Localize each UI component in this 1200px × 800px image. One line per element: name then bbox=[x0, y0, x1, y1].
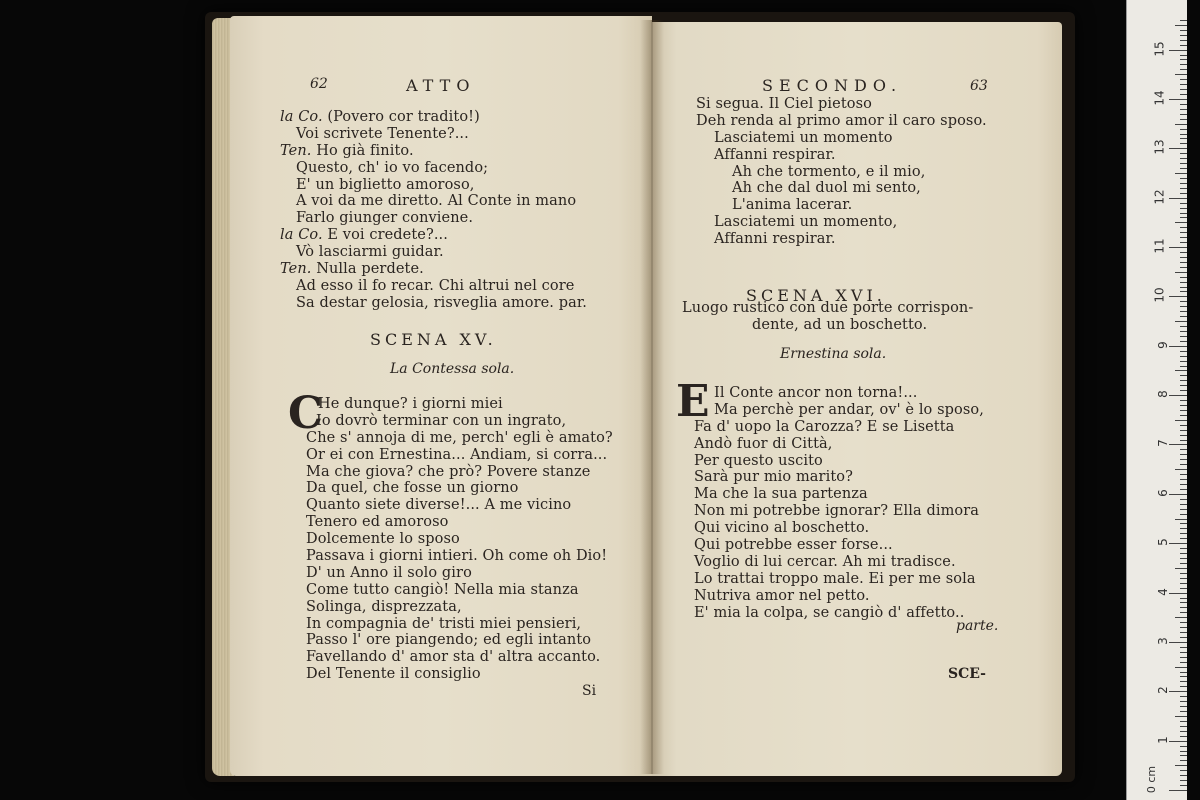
verse-line: Come tutto cangiò! Nella mia stanza bbox=[306, 581, 579, 598]
verse-line: Solinga, disprezzata, bbox=[306, 598, 462, 615]
right-running-head: SECONDO. bbox=[762, 76, 903, 95]
ruler-tick bbox=[1180, 775, 1187, 776]
ruler-tick bbox=[1180, 553, 1187, 554]
dialogue-text: E' un biglietto amoroso, bbox=[296, 176, 475, 193]
ruler-tick bbox=[1180, 578, 1187, 579]
ruler-tick bbox=[1180, 474, 1187, 475]
verse-line: Passo l' ore piangendo; ed egli intanto bbox=[306, 632, 592, 649]
ruler-tick bbox=[1180, 558, 1187, 559]
ruler-tick bbox=[1180, 242, 1187, 243]
ruler-tick bbox=[1180, 311, 1187, 312]
ruler-tick bbox=[1180, 780, 1187, 781]
ruler-tick bbox=[1180, 721, 1187, 722]
ruler-tick bbox=[1169, 790, 1187, 791]
ruler-tick bbox=[1175, 272, 1187, 273]
ruler-number: 2 bbox=[1156, 686, 1171, 695]
ruler-tick bbox=[1180, 69, 1187, 70]
dialogue-line bbox=[280, 143, 587, 160]
ruler-tick bbox=[1180, 64, 1187, 65]
ruler-tick bbox=[1180, 598, 1187, 599]
ruler-tick bbox=[1169, 346, 1187, 347]
ruler-tick bbox=[1180, 514, 1187, 515]
left-running-head: ATTO bbox=[406, 76, 476, 95]
left-page-number: 62 bbox=[310, 76, 328, 92]
ruler-tick bbox=[1180, 59, 1187, 60]
left-catchword: Si bbox=[582, 683, 597, 699]
ruler-tick bbox=[1180, 163, 1187, 164]
verse-line: Voglio di lui cercar. Ah mi tradisce. bbox=[694, 553, 956, 570]
ruler-tick bbox=[1180, 267, 1187, 268]
ruler-tick bbox=[1180, 89, 1187, 90]
ruler-tick bbox=[1180, 301, 1187, 302]
ruler-unit-label: 0 cm bbox=[1144, 765, 1158, 794]
speaker-label: la Co. bbox=[280, 109, 323, 125]
ruler-tick bbox=[1180, 632, 1187, 633]
ruler-tick bbox=[1180, 40, 1187, 41]
ruler-tick bbox=[1180, 183, 1187, 184]
verse-line: Ma che la sua partenza bbox=[694, 486, 868, 503]
verse-line: Dolcemente lo sposo bbox=[306, 531, 460, 548]
ruler-tick bbox=[1175, 124, 1187, 125]
ruler-tick bbox=[1180, 380, 1187, 381]
right-exit: parte. bbox=[956, 618, 999, 634]
ruler-tick bbox=[1180, 588, 1187, 589]
ruler-number: 12 bbox=[1152, 189, 1167, 205]
left-page bbox=[230, 16, 652, 776]
ruler-tick bbox=[1169, 296, 1187, 297]
dialogue-line bbox=[280, 160, 587, 177]
ruler-tick bbox=[1180, 217, 1187, 218]
dialogue-text: Nulla perdete. bbox=[316, 261, 424, 278]
ruler-tick bbox=[1180, 356, 1187, 357]
ruler-tick bbox=[1180, 548, 1187, 549]
right-scene-title: SCENA XVI. bbox=[746, 286, 886, 305]
left-drop-cap: C bbox=[288, 388, 324, 439]
ruler-tick bbox=[1180, 459, 1187, 460]
ruler-tick bbox=[1175, 25, 1187, 26]
ruler-tick bbox=[1180, 79, 1187, 80]
verse-line: Tenero ed amoroso bbox=[306, 514, 449, 531]
verse-line: L'anima lacerar. bbox=[732, 197, 853, 214]
ruler-tick bbox=[1180, 306, 1187, 307]
ruler-tick bbox=[1175, 568, 1187, 569]
ruler-tick bbox=[1180, 262, 1187, 263]
verse-line: Deh renda al primo amor il caro sposo. bbox=[696, 112, 987, 129]
dialogue-line bbox=[280, 244, 587, 261]
ruler-tick bbox=[1180, 676, 1187, 677]
ruler-tick bbox=[1180, 736, 1187, 737]
ruler-tick bbox=[1180, 282, 1187, 283]
verse-line: Qui vicino al boschetto. bbox=[694, 520, 870, 537]
ruler-tick bbox=[1169, 741, 1187, 742]
dialogue-text: Farlo giunger conviene. bbox=[296, 210, 474, 227]
ruler-tick bbox=[1180, 504, 1187, 505]
ruler-number: 13 bbox=[1152, 139, 1167, 155]
ruler-tick bbox=[1175, 173, 1187, 174]
ruler-tick bbox=[1180, 84, 1187, 85]
ruler-tick bbox=[1180, 252, 1187, 253]
dialogue-line bbox=[280, 126, 587, 143]
dialogue-line bbox=[280, 295, 587, 312]
ruler-tick bbox=[1169, 593, 1187, 594]
dialogue-text: A voi da me diretto. Al Conte in mano bbox=[296, 193, 577, 210]
verse-line: Ah che dal duol mi sento, bbox=[732, 180, 921, 197]
ruler-tick bbox=[1180, 622, 1187, 623]
ruler-number: 15 bbox=[1152, 40, 1167, 57]
ruler-tick bbox=[1169, 543, 1187, 544]
ruler-tick bbox=[1180, 523, 1187, 524]
ruler-tick bbox=[1180, 489, 1187, 490]
ruler-tick bbox=[1180, 291, 1187, 292]
verse-line: Che s' annoja di me, perch' egli è amato? bbox=[306, 429, 613, 446]
ruler-tick bbox=[1180, 607, 1187, 608]
verse-line: Quanto siete diverse!... A me vicino bbox=[306, 497, 572, 514]
verse-line: D' un Anno il solo giro bbox=[306, 564, 472, 581]
ruler-tick bbox=[1180, 701, 1187, 702]
ruler-tick bbox=[1169, 494, 1187, 495]
ruler-tick bbox=[1169, 642, 1187, 643]
ruler-tick bbox=[1169, 148, 1187, 149]
ruler-number: 9 bbox=[1156, 340, 1171, 349]
verse-line: Andò fuor di Città, bbox=[694, 435, 833, 452]
ruler-tick bbox=[1180, 706, 1187, 707]
dialogue-text: Sa destar gelosia, risveglia amore. par. bbox=[296, 294, 587, 311]
ruler-tick bbox=[1180, 746, 1187, 747]
speaker-label: Ten. bbox=[280, 142, 312, 159]
ruler-tick bbox=[1180, 454, 1187, 455]
ruler-tick bbox=[1180, 331, 1187, 332]
ruler-tick bbox=[1180, 410, 1187, 411]
verse-line: Non mi potrebbe ignorar? Ella dimora bbox=[694, 503, 980, 520]
ruler-tick bbox=[1180, 533, 1187, 534]
ruler-number: 7 bbox=[1156, 439, 1171, 448]
ruler-tick bbox=[1180, 686, 1187, 687]
verse-line: Lasciatemi un momento, bbox=[714, 214, 898, 231]
ruler-tick bbox=[1180, 361, 1187, 362]
ruler-tick bbox=[1180, 770, 1187, 771]
dialogue-line bbox=[280, 227, 587, 244]
dialogue-line bbox=[280, 261, 587, 278]
dialogue-text: (Povero cor tradito!) bbox=[327, 109, 480, 125]
right-drop-cap: E bbox=[676, 376, 710, 427]
ruler-tick bbox=[1180, 681, 1187, 682]
ruler-tick bbox=[1180, 425, 1187, 426]
verse-line: Il Conte ancor non torna!... bbox=[714, 385, 918, 401]
verse-line: Io dovrò terminar con un ingrato, bbox=[316, 412, 567, 429]
ruler-tick bbox=[1180, 484, 1187, 485]
right-catchword: SCE- bbox=[948, 666, 986, 682]
ruler-tick bbox=[1180, 114, 1187, 115]
ruler-number: 4 bbox=[1156, 587, 1171, 596]
verse-line: Da quel, che fosse un giorno bbox=[306, 480, 519, 497]
ruler-tick bbox=[1180, 430, 1187, 431]
ruler-tick bbox=[1180, 415, 1187, 416]
ruler-number: 6 bbox=[1156, 489, 1171, 497]
verse-line: Per questo uscito bbox=[694, 452, 823, 469]
ruler-tick bbox=[1169, 247, 1187, 248]
ruler-number: 1 bbox=[1156, 735, 1171, 744]
ruler-tick bbox=[1180, 528, 1187, 529]
ruler-tick bbox=[1180, 134, 1187, 135]
ruler-tick bbox=[1180, 94, 1187, 95]
ruler-tick bbox=[1180, 390, 1187, 391]
right-setting bbox=[682, 300, 973, 334]
verse-line: Passava i giorni intieri. Oh come oh Dio! bbox=[306, 548, 608, 565]
ruler-tick bbox=[1175, 469, 1187, 470]
ruler-tick bbox=[1175, 716, 1187, 717]
ruler-tick bbox=[1180, 203, 1187, 204]
verse-line: Si segua. Il Ciel pietoso bbox=[696, 96, 872, 112]
ruler-tick bbox=[1169, 444, 1187, 445]
ruler-tick bbox=[1180, 449, 1187, 450]
ruler-tick bbox=[1180, 711, 1187, 712]
verse-line: E' mia la colpa, se cangiò d' affetto.. bbox=[694, 604, 965, 621]
verse-line: Affanni respirar. bbox=[714, 146, 836, 163]
ruler-tick bbox=[1180, 257, 1187, 258]
right-verse bbox=[694, 385, 984, 621]
dialogue-text: Vò lasciarmi guidar. bbox=[296, 244, 444, 261]
ruler-tick bbox=[1180, 602, 1187, 603]
ruler-tick bbox=[1175, 617, 1187, 618]
ruler-tick bbox=[1180, 55, 1187, 56]
ruler-tick bbox=[1180, 464, 1187, 465]
ruler-tick bbox=[1180, 755, 1187, 756]
ruler-tick bbox=[1180, 326, 1187, 327]
verse-line: Lasciatemi un momento bbox=[714, 129, 893, 146]
ruler-tick bbox=[1180, 385, 1187, 386]
ruler-number: 11 bbox=[1152, 238, 1167, 254]
verse-line: Ma che giova? che prò? Povere stanze bbox=[306, 463, 591, 480]
ruler-tick bbox=[1180, 227, 1187, 228]
ruler-tick bbox=[1180, 208, 1187, 209]
ruler-tick bbox=[1180, 193, 1187, 194]
ruler-number: 10 bbox=[1152, 287, 1167, 304]
speaker-label: la Co. bbox=[280, 227, 323, 244]
ruler-tick bbox=[1180, 178, 1187, 179]
ruler-number: 8 bbox=[1156, 390, 1171, 398]
ruler-tick bbox=[1180, 138, 1187, 139]
left-verse bbox=[306, 396, 613, 683]
ruler-tick bbox=[1169, 99, 1187, 100]
verse-line: Sarà pur mio marito? bbox=[694, 469, 853, 486]
dialogue-text: E voi credete?... bbox=[327, 227, 448, 244]
verse-line: Nutriva amor nel petto. bbox=[694, 587, 870, 604]
left-scene-subtitle: La Contessa sola. bbox=[390, 361, 515, 377]
right-scene-subtitle: Ernestina sola. bbox=[780, 346, 887, 362]
ruler-tick bbox=[1180, 119, 1187, 120]
ruler-tick bbox=[1180, 35, 1187, 36]
ruler-tick bbox=[1180, 30, 1187, 31]
ruler-tick bbox=[1180, 563, 1187, 564]
ruler-tick bbox=[1175, 420, 1187, 421]
ruler-tick bbox=[1180, 336, 1187, 337]
verse-line: Or ei con Ernestina... Andiam, si corra... bbox=[306, 446, 608, 463]
verse-line: dente, ad un boschetto. bbox=[752, 316, 928, 333]
ruler-tick bbox=[1180, 440, 1187, 441]
dialogue-line bbox=[280, 210, 587, 227]
ruler-number: 14 bbox=[1152, 90, 1167, 106]
ruler-number: 5 bbox=[1156, 538, 1171, 547]
dialogue-text: Questo, ch' io vo facendo; bbox=[296, 159, 489, 176]
ruler-tick bbox=[1175, 765, 1187, 766]
ruler-tick bbox=[1180, 104, 1187, 105]
book-gutter bbox=[640, 20, 664, 774]
ruler-number: 3 bbox=[1156, 637, 1171, 645]
ruler-tick bbox=[1169, 198, 1187, 199]
ruler-tick bbox=[1180, 612, 1187, 613]
ruler-tick bbox=[1180, 188, 1187, 189]
ruler-tick bbox=[1180, 499, 1187, 500]
ruler-tick bbox=[1175, 370, 1187, 371]
ruler-tick bbox=[1169, 395, 1187, 396]
ruler-tick bbox=[1175, 321, 1187, 322]
measuring-ruler bbox=[1126, 0, 1187, 800]
ruler-tick bbox=[1180, 232, 1187, 233]
ruler-tick bbox=[1180, 351, 1187, 352]
verse-line: Lo trattai troppo male. Ei per me sola bbox=[694, 570, 976, 587]
ruler-tick bbox=[1180, 405, 1187, 406]
dialogue-line bbox=[280, 193, 587, 210]
ruler-tick bbox=[1180, 627, 1187, 628]
verse-line: Ah che tormento, e il mio, bbox=[732, 163, 926, 180]
left-scene-title: SCENA XV. bbox=[370, 330, 497, 349]
ruler-tick bbox=[1180, 731, 1187, 732]
left-dialogue bbox=[280, 109, 587, 312]
ruler-tick bbox=[1180, 213, 1187, 214]
dialogue-text: Ad esso il fo recar. Chi altrui nel core bbox=[296, 277, 575, 294]
ruler-tick bbox=[1175, 222, 1187, 223]
ruler-tick bbox=[1180, 277, 1187, 278]
ruler-tick bbox=[1180, 696, 1187, 697]
ruler-tick bbox=[1180, 662, 1187, 663]
dialogue-text: Voi scrivete Tenente?... bbox=[296, 125, 469, 142]
ruler-tick bbox=[1180, 760, 1187, 761]
ruler-tick bbox=[1180, 573, 1187, 574]
ruler-tick bbox=[1180, 341, 1187, 342]
right-verse-top bbox=[696, 96, 987, 248]
ruler-tick bbox=[1180, 652, 1187, 653]
ruler-tick bbox=[1180, 287, 1187, 288]
ruler-tick bbox=[1180, 45, 1187, 46]
ruler-tick bbox=[1180, 375, 1187, 376]
ruler-tick bbox=[1180, 672, 1187, 673]
ruler-tick bbox=[1180, 109, 1187, 110]
right-page bbox=[652, 22, 1062, 776]
verse-line: Favellando d' amor sta d' altra accanto. bbox=[306, 649, 601, 666]
dialogue-line bbox=[280, 109, 587, 126]
ruler-tick bbox=[1180, 158, 1187, 159]
speaker-label: Ten. bbox=[280, 261, 312, 278]
dialogue-text: Ho già finito. bbox=[316, 142, 414, 159]
ruler-tick bbox=[1180, 129, 1187, 130]
ruler-tick bbox=[1180, 637, 1187, 638]
ruler-tick bbox=[1175, 519, 1187, 520]
verse-line: Qui potrebbe esser forse... bbox=[694, 537, 893, 554]
ruler-tick bbox=[1180, 20, 1187, 21]
ruler-tick bbox=[1180, 316, 1187, 317]
ruler-tick bbox=[1180, 726, 1187, 727]
ruler-tick bbox=[1180, 143, 1187, 144]
ruler-tick bbox=[1180, 435, 1187, 436]
dialogue-line bbox=[280, 177, 587, 194]
ruler-tick bbox=[1180, 153, 1187, 154]
ruler-tick bbox=[1180, 751, 1187, 752]
ruler-tick bbox=[1175, 667, 1187, 668]
dialogue-line bbox=[280, 278, 587, 295]
ruler-tick bbox=[1169, 50, 1187, 51]
ruler-tick bbox=[1180, 509, 1187, 510]
verse-line: Luogo rustico con due porte corrispon- bbox=[682, 300, 974, 316]
verse-line: He dunque? i giorni miei bbox=[318, 396, 503, 412]
verse-line: Affanni respirar. bbox=[714, 231, 836, 248]
ruler-tick bbox=[1180, 538, 1187, 539]
ruler-tick bbox=[1180, 583, 1187, 584]
verse-line: Ma perchè per andar, ov' è lo sposo, bbox=[714, 401, 984, 418]
ruler-tick bbox=[1180, 366, 1187, 367]
ruler-tick bbox=[1180, 168, 1187, 169]
right-page-number: 63 bbox=[970, 78, 988, 94]
ruler-tick bbox=[1180, 647, 1187, 648]
ruler-tick bbox=[1180, 237, 1187, 238]
ruler-tick bbox=[1180, 657, 1187, 658]
ruler-tick bbox=[1180, 785, 1187, 786]
ruler-tick bbox=[1180, 400, 1187, 401]
ruler-tick bbox=[1180, 479, 1187, 480]
verse-line: Del Tenente il consiglio bbox=[306, 666, 481, 683]
ruler-tick bbox=[1169, 691, 1187, 692]
verse-line: Fa d' uopo la Carozza? E se Lisetta bbox=[694, 418, 955, 435]
verse-line: In compagnia de' tristi miei pensieri, bbox=[306, 615, 582, 632]
ruler-tick bbox=[1175, 74, 1187, 75]
